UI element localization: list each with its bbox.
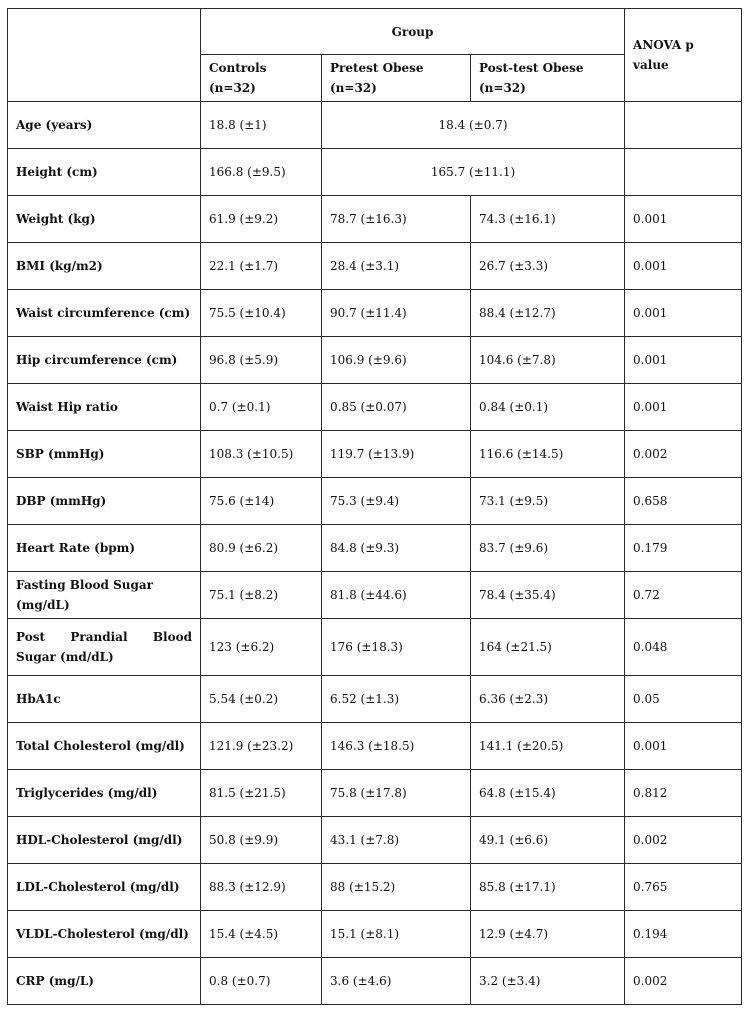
controls-value: 15.4 (±4.5) — [201, 911, 322, 958]
pretest-value: 119.7 (±13.9) — [322, 431, 471, 478]
p-value: 0.001 — [625, 290, 742, 337]
posttest-value: 0.84 (±0.1) — [471, 384, 625, 431]
table-row-age — [8, 102, 742, 149]
group-header: Group — [201, 9, 625, 55]
table-row — [8, 723, 742, 770]
p-value: 0.05 — [625, 676, 742, 723]
controls-value: 108.3 (±10.5) — [201, 431, 322, 478]
pretest-value: 78.7 (±16.3) — [322, 196, 471, 243]
row-label: Waist Hip ratio — [8, 384, 201, 431]
pretest-value: 0.85 (±0.07) — [322, 384, 471, 431]
p-value — [625, 102, 742, 149]
controls-value: 166.8 (±9.5) — [201, 149, 322, 196]
controls-value: 75.5 (±10.4) — [201, 290, 322, 337]
table-row — [8, 337, 742, 384]
row-label: VLDL-Cholesterol (mg/dl) — [8, 911, 201, 958]
controls-value: 80.9 (±6.2) — [201, 525, 322, 572]
row-label: Height (cm) — [8, 149, 201, 196]
table-row — [8, 290, 742, 337]
controls-value: 0.7 (±0.1) — [201, 384, 322, 431]
table-row — [8, 817, 742, 864]
p-value: 0.002 — [625, 817, 742, 864]
row-label: SBP (mmHg) — [8, 431, 201, 478]
pretest-value: 81.8 (±44.6) — [322, 572, 471, 619]
pretest-value: 6.52 (±1.3) — [322, 676, 471, 723]
controls-value: 121.9 (±23.2) — [201, 723, 322, 770]
pretest-value: 3.6 (±4.6) — [322, 958, 471, 1005]
row-label: Hip circumference (cm) — [8, 337, 201, 384]
p-value: 0.194 — [625, 911, 742, 958]
controls-value: 50.8 (±9.9) — [201, 817, 322, 864]
row-label: Age (years) — [8, 102, 201, 149]
header-corner-cell — [8, 9, 201, 102]
posttest-value: 6.36 (±2.3) — [471, 676, 625, 723]
table-row — [8, 478, 742, 525]
table-row — [8, 384, 742, 431]
table-row — [8, 958, 742, 1005]
controls-value: 81.5 (±21.5) — [201, 770, 322, 817]
posttest-value: 49.1 (±6.6) — [471, 817, 625, 864]
posttest-value: 64.8 (±15.4) — [471, 770, 625, 817]
posttest-value: 3.2 (±3.4) — [471, 958, 625, 1005]
pretest-value: 106.9 (±9.6) — [322, 337, 471, 384]
pretest-value: 176 (±18.3) — [322, 619, 471, 676]
row-label: Fasting Blood Sugar (mg/dL) — [8, 572, 201, 619]
p-value: 0.812 — [625, 770, 742, 817]
posttest-value: 73.1 (±9.5) — [471, 478, 625, 525]
posttest-value: 88.4 (±12.7) — [471, 290, 625, 337]
p-value: 0.179 — [625, 525, 742, 572]
controls-value: 75.1 (±8.2) — [201, 572, 322, 619]
pretest-header: Pretest Obese (n=32) — [322, 55, 471, 102]
p-value: 0.001 — [625, 337, 742, 384]
row-label: Weight (kg) — [8, 196, 201, 243]
posttest-value: 141.1 (±20.5) — [471, 723, 625, 770]
pretest-value: 43.1 (±7.8) — [322, 817, 471, 864]
posttest-header: Post-test Obese (n=32) — [471, 55, 625, 102]
row-label: CRP (mg/L) — [8, 958, 201, 1005]
pretest-value: 88 (±15.2) — [322, 864, 471, 911]
table-row — [8, 770, 742, 817]
pretest-value: 84.8 (±9.3) — [322, 525, 471, 572]
p-value: 0.001 — [625, 723, 742, 770]
posttest-value: 104.6 (±7.8) — [471, 337, 625, 384]
row-label: HbA1c — [8, 676, 201, 723]
row-label: Post Prandial Blood Sugar (md/dL) — [8, 619, 201, 676]
row-label: LDL-Cholesterol (mg/dl) — [8, 864, 201, 911]
controls-value: 88.3 (±12.9) — [201, 864, 322, 911]
p-value: 0.765 — [625, 864, 742, 911]
table-row-height — [8, 149, 742, 196]
p-value — [625, 149, 742, 196]
header-row-group — [8, 9, 742, 55]
row-label: Triglycerides (mg/dl) — [8, 770, 201, 817]
p-value: 0.658 — [625, 478, 742, 525]
obese-merged-value: 165.7 (±11.1) — [322, 149, 625, 196]
posttest-value: 26.7 (±3.3) — [471, 243, 625, 290]
controls-value: 22.1 (±1.7) — [201, 243, 322, 290]
table-row — [8, 911, 742, 958]
data-table — [7, 8, 742, 1005]
anova-header: ANOVA p value — [625, 9, 742, 102]
table-body — [8, 9, 742, 1005]
table-row — [8, 864, 742, 911]
posttest-value: 85.8 (±17.1) — [471, 864, 625, 911]
posttest-value: 12.9 (±4.7) — [471, 911, 625, 958]
table-row — [8, 619, 742, 676]
pretest-value: 90.7 (±11.4) — [322, 290, 471, 337]
p-value: 0.001 — [625, 196, 742, 243]
posttest-value: 83.7 (±9.6) — [471, 525, 625, 572]
controls-value: 18.8 (±1) — [201, 102, 322, 149]
table-row — [8, 676, 742, 723]
row-label: BMI (kg/m2) — [8, 243, 201, 290]
table-row — [8, 525, 742, 572]
posttest-value: 164 (±21.5) — [471, 619, 625, 676]
controls-value: 123 (±6.2) — [201, 619, 322, 676]
pretest-value: 15.1 (±8.1) — [322, 911, 471, 958]
table-row — [8, 243, 742, 290]
pretest-value: 75.3 (±9.4) — [322, 478, 471, 525]
pretest-value: 146.3 (±18.5) — [322, 723, 471, 770]
table-row — [8, 196, 742, 243]
row-label: DBP (mmHg) — [8, 478, 201, 525]
p-value: 0.72 — [625, 572, 742, 619]
controls-value: 75.6 (±14) — [201, 478, 322, 525]
row-label: Total Cholesterol (mg/dl) — [8, 723, 201, 770]
table-row — [8, 572, 742, 619]
table-row — [8, 431, 742, 478]
obese-merged-value: 18.4 (±0.7) — [322, 102, 625, 149]
posttest-value: 78.4 (±35.4) — [471, 572, 625, 619]
row-label: Waist circumference (cm) — [8, 290, 201, 337]
pretest-value: 75.8 (±17.8) — [322, 770, 471, 817]
pretest-value: 28.4 (±3.1) — [322, 243, 471, 290]
controls-value: 5.54 (±0.2) — [201, 676, 322, 723]
controls-value: 0.8 (±0.7) — [201, 958, 322, 1005]
controls-value: 61.9 (±9.2) — [201, 196, 322, 243]
row-label: Heart Rate (bpm) — [8, 525, 201, 572]
p-value: 0.002 — [625, 431, 742, 478]
posttest-value: 116.6 (±14.5) — [471, 431, 625, 478]
posttest-value: 74.3 (±16.1) — [471, 196, 625, 243]
p-value: 0.001 — [625, 384, 742, 431]
controls-value: 96.8 (±5.9) — [201, 337, 322, 384]
p-value: 0.001 — [625, 243, 742, 290]
controls-header: Controls (n=32) — [201, 55, 322, 102]
p-value: 0.002 — [625, 958, 742, 1005]
p-value: 0.048 — [625, 619, 742, 676]
row-label: HDL-Cholesterol (mg/dl) — [8, 817, 201, 864]
